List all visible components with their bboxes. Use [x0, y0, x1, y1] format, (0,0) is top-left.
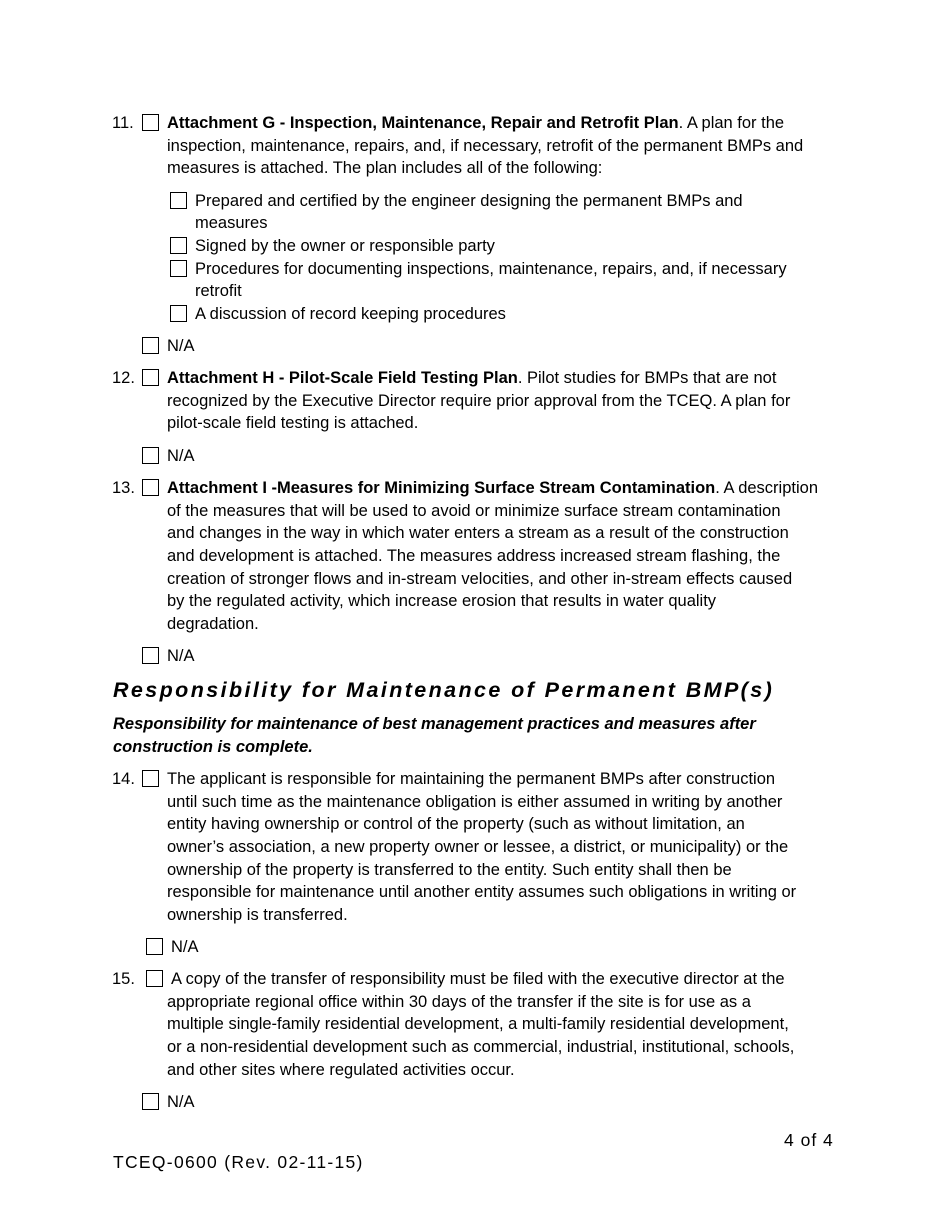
section-heading: Responsibility for Maintenance of Permanent BMP(s) — [113, 678, 775, 702]
item-13-na-label: N/A — [167, 647, 195, 665]
item-11-sub-2-checkbox[interactable] — [170, 237, 187, 254]
item-13-line-2: of the measures that will be used to avoid or minimize surface stream contamination — [167, 502, 781, 520]
form-id: TCEQ-0600 (Rev. 02-11-15) — [113, 1152, 364, 1172]
item-14-na-label: N/A — [171, 938, 199, 956]
item-15-checkbox[interactable] — [146, 970, 163, 987]
item-13-number: 13. — [112, 479, 135, 497]
item-11-line-3: measures is attached. The plan includes all of the following: — [167, 159, 603, 177]
item-14-line-6: responsible for maintenance until another entity assumes such obligations in writing or — [167, 883, 797, 901]
item-11-checkbox[interactable] — [142, 114, 159, 131]
item-11-sub-3-line-1: Procedures for documenting inspections, maintenance, repairs, and, if necessary — [195, 260, 787, 278]
item-12-na-checkbox[interactable] — [142, 447, 159, 464]
item-11-sub-2-line-1: Signed by the owner or responsible party — [195, 237, 495, 255]
item-15-line-2: appropriate regional office within 30 days of the transfer if the site is for use as a — [167, 993, 751, 1011]
item-11-na-checkbox[interactable] — [142, 337, 159, 354]
item-12-line-1: Attachment H - Pilot-Scale Field Testing Plan. Pilot studies for BMPs that are not — [167, 369, 777, 387]
item-11-title: Attachment G - Inspection, Maintenance, Repair and Retrofit Plan — [167, 114, 679, 132]
item-12-line-3: pilot-scale field testing is attached. — [167, 414, 419, 432]
item-12-checkbox[interactable] — [142, 369, 159, 386]
item-14-line-7: ownership is transferred. — [167, 906, 348, 924]
item-14-na-checkbox[interactable] — [146, 938, 163, 955]
item-13-line-5: creation of stronger flows and in-stream velocities, and other in-stream effects caused — [167, 570, 793, 588]
item-14-line-5: ownership of the property is transferred to the entity. Such entity shall then be — [167, 861, 732, 879]
item-14-line-2: until such time as the maintenance obligation is either assumed in writing by another — [167, 793, 783, 811]
item-11-line-1: Attachment G - Inspection, Maintenance, Repair and Retrofit Plan. A plan for the — [167, 114, 785, 132]
item-13-line-3: and changes in the way in which water enters a stream as a result of the construction — [167, 524, 789, 542]
item-14-checkbox[interactable] — [142, 770, 159, 787]
item-11-sub-4-line-1: A discussion of record keeping procedures — [195, 305, 506, 323]
item-11-sub-1-line-2: measures — [195, 214, 268, 232]
item-11-na-label: N/A — [167, 337, 195, 355]
item-11-sub-1-checkbox[interactable] — [170, 192, 187, 209]
item-12-line-2: recognized by the Executive Director require prior approval from the TCEQ. A plan for — [167, 392, 791, 410]
item-15-line-4: or a non-residential development such as commercial, industrial, institutional, schools, — [167, 1038, 795, 1056]
item-12-title: Attachment H - Pilot-Scale Field Testing Plan — [167, 369, 518, 387]
item-15-na-label: N/A — [167, 1093, 195, 1111]
item-15-na-checkbox[interactable] — [142, 1093, 159, 1110]
item-11-sub-1-line-1: Prepared and certified by the engineer designing the permanent BMPs and — [195, 192, 743, 210]
item-13-line-1: Attachment I -Measures for Minimizing Surface Stream Contamination. A description — [167, 479, 818, 497]
item-13-checkbox[interactable] — [142, 479, 159, 496]
page-number: 4 of 4 — [784, 1130, 834, 1150]
item-15-number: 15. — [112, 970, 135, 988]
item-13-na-checkbox[interactable] — [142, 647, 159, 664]
item-11-sub-4-checkbox[interactable] — [170, 305, 187, 322]
item-15-line-1: A copy of the transfer of responsibility must be filed with the executive director at the — [171, 970, 785, 988]
item-15-line-3: multiple single-family residential development, a multi-family residential development, — [167, 1015, 789, 1033]
item-11-line-2: inspection, maintenance, repairs, and, if necessary, retrofit of the permanent BMPs and — [167, 137, 804, 155]
section-subheading-line-1: Responsibility for maintenance of best management practices and measures after — [113, 715, 756, 733]
item-14-line-3: entity having ownership or control of the property (such as without limitation, an — [167, 815, 745, 833]
item-11-sub-3-checkbox[interactable] — [170, 260, 187, 277]
item-11-sub-3-line-2: retrofit — [195, 282, 242, 300]
item-14-number: 14. — [112, 770, 135, 788]
section-subheading-line-2: construction is complete. — [113, 738, 313, 756]
item-14-line-4: owner’s association, a new property owner or lessee, a district, or municipality) or the — [167, 838, 789, 856]
item-12-na-label: N/A — [167, 447, 195, 465]
item-12-number: 12. — [112, 369, 135, 387]
item-14-line-1: The applicant is responsible for maintaining the permanent BMPs after construction — [167, 770, 776, 788]
item-13-line-4: and development is attached. The measures address increased stream flashing, the — [167, 547, 781, 565]
item-13-title: Attachment I -Measures for Minimizing Surface Stream Contamination — [167, 479, 716, 497]
item-13-line-6: by the regulated activity, which increase erosion that results in water quality — [167, 592, 717, 610]
item-13-line-7: degradation. — [167, 615, 259, 633]
item-11-number: 11. — [112, 114, 134, 132]
item-15-line-5: and other sites where regulated activities occur. — [167, 1061, 515, 1079]
